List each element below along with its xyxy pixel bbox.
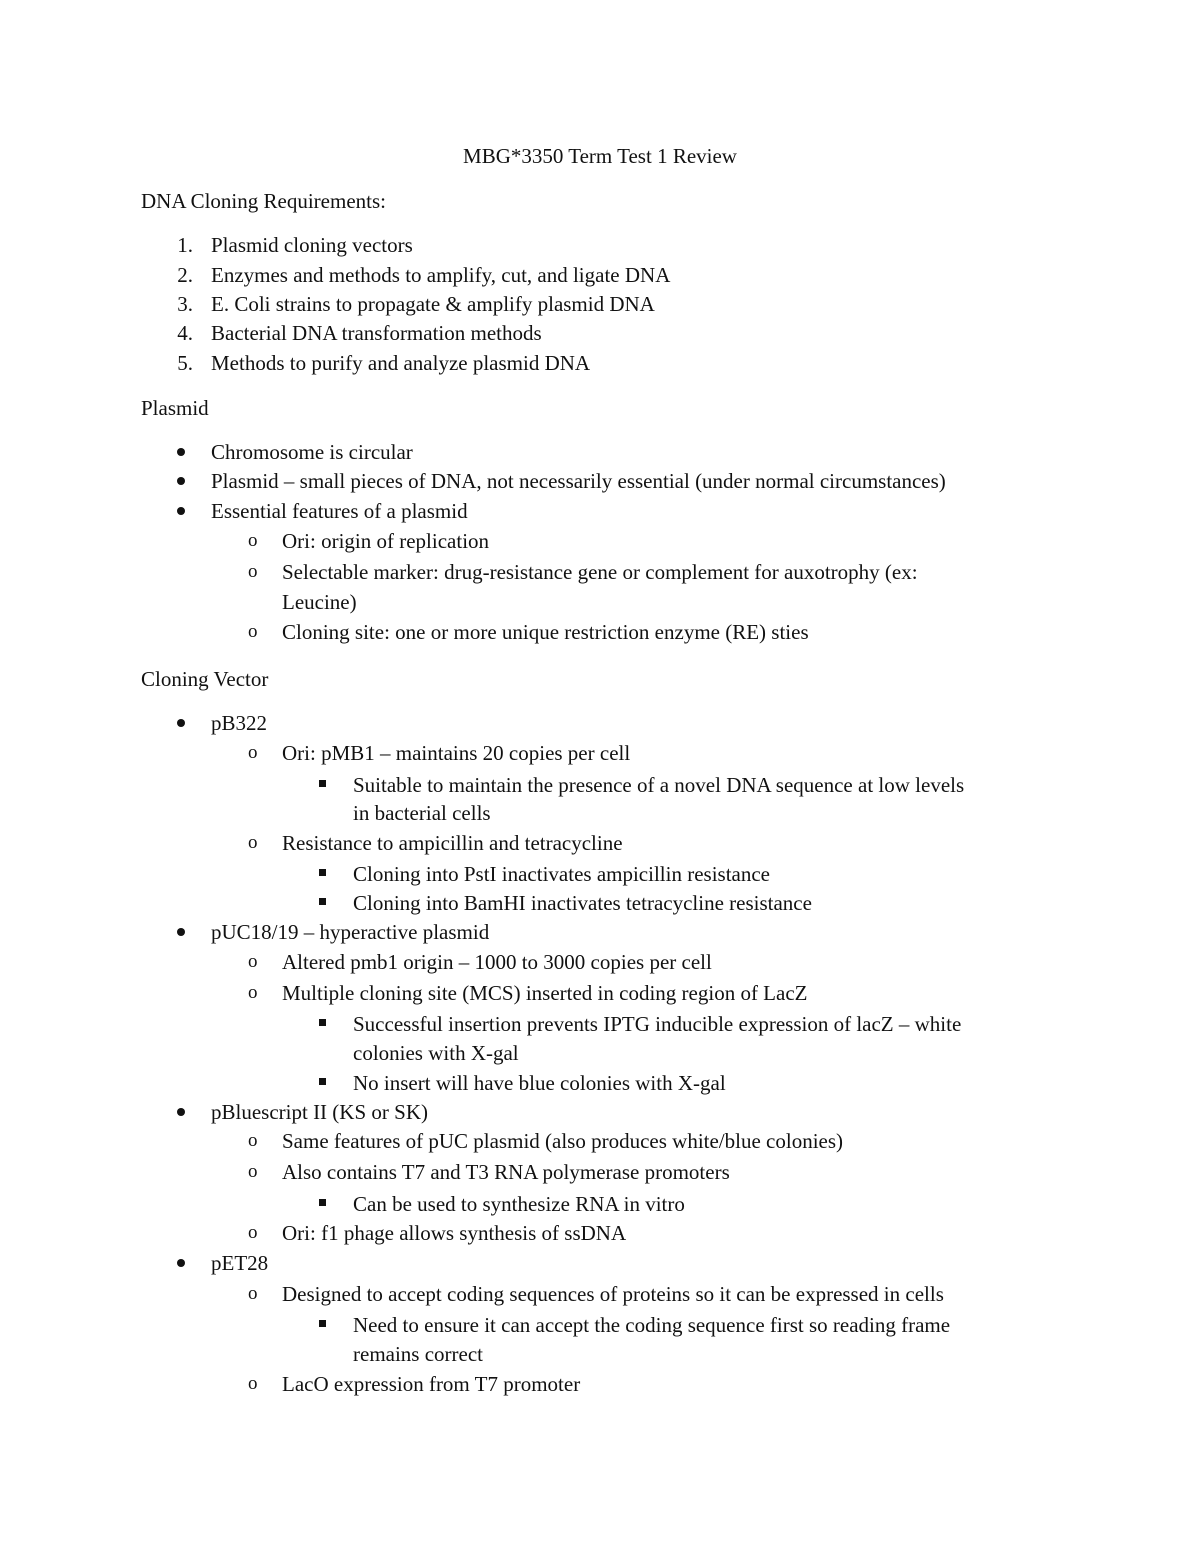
sub-sub-list-item: Need to ensure it can accept the coding sequence first so reading frame <box>353 1313 951 1337</box>
list-item: Enzymes and methods to amplify, cut, and ligate DNA <box>211 263 671 287</box>
list-item: E. Coli strains to propagate & amplify plasmid DNA <box>211 292 655 316</box>
sub-sub-list-item: Cloning into BamHI inactivates tetracycline resistance <box>353 891 812 915</box>
section-heading-plasmid: Plasmid <box>141 396 209 420</box>
bullet-icon <box>177 507 185 515</box>
sub-list-item: Selectable marker: drug-resistance gene or complement for auxotrophy (ex: <box>282 560 918 584</box>
sub-list-item: Multiple cloning site (MCS) inserted in coding region of LacZ <box>282 981 808 1005</box>
square-bullet-icon <box>319 1320 326 1327</box>
list-number: 2. <box>177 263 193 287</box>
sub-list-item: Designed to accept coding sequences of proteins so it can be expressed in cells <box>282 1282 944 1306</box>
list-item: pBluescript II (KS or SK) <box>211 1100 428 1124</box>
sub-list-item: Also contains T7 and T3 RNA polymerase promoters <box>282 1160 730 1184</box>
sub-sub-list-item-continued: in bacterial cells <box>353 801 491 825</box>
sub-sub-list-item: Suitable to maintain the presence of a novel DNA sequence at low levels <box>353 773 965 797</box>
list-number: 1. <box>177 233 193 257</box>
bullet-icon <box>177 928 185 936</box>
bullet-icon <box>177 448 185 456</box>
square-bullet-icon <box>319 1019 326 1026</box>
section-heading-cloning-requirements: DNA Cloning Requirements: <box>141 189 386 213</box>
sub-list-item: Same features of pUC plasmid (also produces white/blue colonies) <box>282 1129 844 1153</box>
sub-sub-list-item: Successful insertion prevents IPTG inducible expression of lacZ – white <box>353 1012 962 1036</box>
sub-bullet-icon: o <box>248 561 258 582</box>
sub-list-item: Altered pmb1 origin – 1000 to 3000 copies per cell <box>282 950 712 974</box>
square-bullet-icon <box>319 1078 326 1085</box>
sub-bullet-icon: o <box>248 1222 258 1243</box>
page-title: MBG*3350 Term Test 1 Review <box>463 144 737 168</box>
list-item: Methods to purify and analyze plasmid DNA <box>211 351 591 375</box>
sub-sub-list-item-continued: colonies with X-gal <box>353 1041 519 1065</box>
bullet-icon <box>177 719 185 727</box>
list-item: Plasmid cloning vectors <box>211 233 413 257</box>
sub-list-item: Resistance to ampicillin and tetracycline <box>282 831 623 855</box>
sub-list-item: Ori: f1 phage allows synthesis of ssDNA <box>282 1221 627 1245</box>
square-bullet-icon <box>319 780 326 787</box>
square-bullet-icon <box>319 898 326 905</box>
sub-list-item-continued: Leucine) <box>282 590 357 614</box>
list-number: 5. <box>177 351 193 375</box>
sub-list-item: Ori: pMB1 – maintains 20 copies per cell <box>282 741 631 765</box>
sub-sub-list-item: No insert will have blue colonies with X-gal <box>353 1071 726 1095</box>
square-bullet-icon <box>319 869 326 876</box>
sub-bullet-icon: o <box>248 951 258 972</box>
sub-bullet-icon: o <box>248 832 258 853</box>
list-item: pET28 <box>211 1251 269 1275</box>
section-heading-cloning-vector: Cloning Vector <box>141 667 269 691</box>
sub-bullet-icon: o <box>248 982 258 1003</box>
sub-list-item: LacO expression from T7 promoter <box>282 1372 581 1396</box>
bullet-icon <box>177 1259 185 1267</box>
sub-sub-list-item: Can be used to synthesize RNA in vitro <box>353 1192 685 1216</box>
sub-sub-list-item-continued: remains correct <box>353 1342 484 1366</box>
sub-list-item: Cloning site: one or more unique restriction enzyme (RE) sties <box>282 620 809 644</box>
list-item: Plasmid – small pieces of DNA, not necessarily essential (under normal circumstances) <box>211 469 946 493</box>
sub-bullet-icon: o <box>248 742 258 763</box>
sub-bullet-icon: o <box>248 1161 258 1182</box>
list-item: pB322 <box>211 711 268 735</box>
sub-bullet-icon: o <box>248 621 258 642</box>
bullet-icon <box>177 477 185 485</box>
list-number: 4. <box>177 321 193 345</box>
list-item: pUC18/19 – hyperactive plasmid <box>211 920 490 944</box>
sub-bullet-icon: o <box>248 1373 258 1394</box>
list-number: 3. <box>177 292 193 316</box>
list-item: Chromosome is circular <box>211 440 413 464</box>
sub-list-item: Ori: origin of replication <box>282 529 490 553</box>
list-item: Essential features of a plasmid <box>211 499 468 523</box>
sub-bullet-icon: o <box>248 1130 258 1151</box>
bullet-icon <box>177 1108 185 1116</box>
sub-bullet-icon: o <box>248 1283 258 1304</box>
list-item: Bacterial DNA transformation methods <box>211 321 542 345</box>
sub-sub-list-item: Cloning into PstI inactivates ampicillin resistance <box>353 862 771 886</box>
square-bullet-icon <box>319 1199 326 1206</box>
sub-bullet-icon: o <box>248 530 258 551</box>
